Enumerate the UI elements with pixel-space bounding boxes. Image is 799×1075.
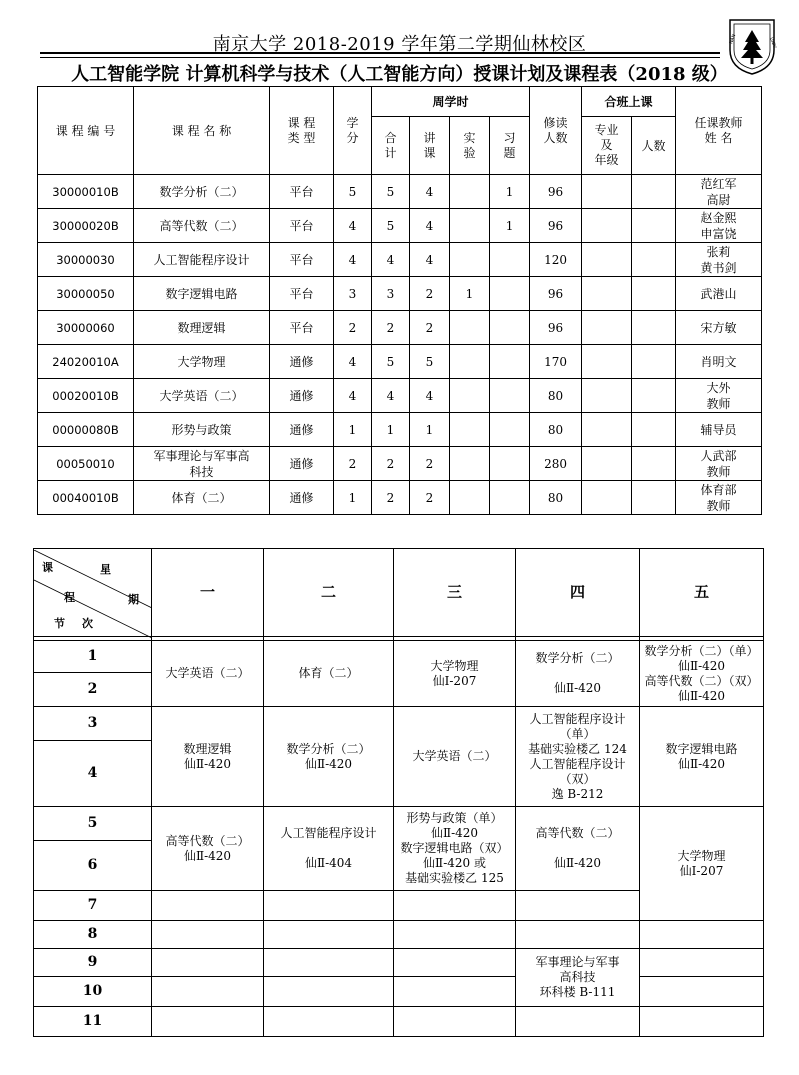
cell-thu-5-6: 高等代数（二） 仙Ⅱ-420 [516, 807, 640, 891]
header-students: 修读 人数 [530, 87, 582, 175]
cell-name: 数理逻辑 [134, 311, 270, 345]
cell-lab [450, 481, 490, 515]
period-5: 5 [34, 807, 152, 841]
cell-lecture: 4 [410, 243, 450, 277]
cell-credit: 2 [334, 447, 372, 481]
cell-mon-3-4: 数理逻辑 仙Ⅱ-420 [152, 707, 264, 807]
cell-exercise: 1 [490, 209, 530, 243]
table-row [38, 379, 762, 413]
cell-thu-7 [516, 891, 640, 921]
cell-name: 数学分析（二） [134, 175, 270, 209]
table-row [38, 277, 762, 311]
cell-code: 30000030 [38, 243, 134, 277]
header-total-hours: 合计 [372, 117, 410, 175]
cell-mon-1-2: 大学英语（二） [152, 641, 264, 707]
header-exercise-hours: 习题 [490, 117, 530, 175]
day-header-tue: 二 [264, 549, 394, 637]
cell-lab [450, 243, 490, 277]
document-subtitle: 人工智能学院 计算机科学与技术（人工智能方向）授课计划及课程表（2018 级） [71, 64, 728, 85]
cell-credit: 3 [334, 277, 372, 311]
header-teacher: 任课教师 姓 名 [676, 87, 762, 175]
cell-lecture: 2 [410, 277, 450, 311]
cell-fri-10 [640, 977, 764, 1007]
cell-thu-9-10: 军事理论与军事 高科技 环科楼 B-111 [516, 949, 640, 1007]
cell-count [632, 311, 676, 345]
cell-type: 通修 [270, 481, 334, 515]
svg-text:NAN: NAN [729, 33, 738, 45]
table-row [38, 311, 762, 345]
cell-teacher: 张莉 黄书剑 [676, 243, 762, 277]
table-row [38, 447, 762, 481]
corner-label-ci: 次 [82, 616, 93, 630]
cell-name: 人工智能程序设计 [134, 243, 270, 277]
cell-teacher: 大外 教师 [676, 379, 762, 413]
cell-credit: 1 [334, 413, 372, 447]
cell-count [632, 447, 676, 481]
cell-type: 平台 [270, 209, 334, 243]
cell-count [632, 413, 676, 447]
cell-students: 96 [530, 311, 582, 345]
table-row [38, 243, 762, 277]
cell-name: 体育（二） [134, 481, 270, 515]
cell-exercise [490, 379, 530, 413]
period-11: 11 [34, 1007, 152, 1037]
cell-tue-9 [264, 949, 394, 977]
cell-tue-5-6: 人工智能程序设计 仙Ⅱ-404 [264, 807, 394, 891]
cell-lab [450, 413, 490, 447]
cell-thu-3-4: 人工智能程序设计 （单） 基础实验楼乙 124 人工智能程序设计 （双） 逸 B-212 [516, 707, 640, 807]
period-1: 1 [34, 641, 152, 673]
cell-fri-3-4: 数字逻辑电路 仙Ⅱ-420 [640, 707, 764, 807]
cell-major [582, 413, 632, 447]
cell-wed-9 [394, 949, 516, 977]
cell-wed-8 [394, 921, 516, 949]
header-lab-hours: 实验 [450, 117, 490, 175]
table-row [38, 481, 762, 515]
cell-teacher: 宋方敏 [676, 311, 762, 345]
cell-lab: 1 [450, 277, 490, 311]
table-row [38, 345, 762, 379]
period-10: 10 [34, 977, 152, 1007]
cell-major [582, 447, 632, 481]
cell-mon-5-6: 高等代数（二） 仙Ⅱ-420 [152, 807, 264, 891]
cell-name: 大学英语（二） [134, 379, 270, 413]
cell-fri-8 [640, 921, 764, 949]
cell-type: 通修 [270, 345, 334, 379]
cell-total: 5 [372, 175, 410, 209]
cell-major [582, 277, 632, 311]
cell-exercise [490, 345, 530, 379]
cell-code: 30000060 [38, 311, 134, 345]
cell-count [632, 277, 676, 311]
cell-total: 2 [372, 447, 410, 481]
cell-major [582, 481, 632, 515]
course-plan-table [37, 86, 762, 515]
cell-credit: 5 [334, 175, 372, 209]
day-header-wed: 三 [394, 549, 516, 637]
corner-label-course: 课 [42, 560, 53, 574]
cell-total: 4 [372, 243, 410, 277]
cell-lecture: 2 [410, 311, 450, 345]
cell-lab [450, 311, 490, 345]
cell-credit: 1 [334, 481, 372, 515]
cell-thu-8 [516, 921, 640, 949]
cell-wed-3-4: 大学英语（二） [394, 707, 516, 807]
cell-total: 3 [372, 277, 410, 311]
period-3: 3 [34, 707, 152, 741]
cell-fri-9 [640, 949, 764, 977]
cell-exercise [490, 413, 530, 447]
cell-code: 00040010B [38, 481, 134, 515]
cell-name: 高等代数（二） [134, 209, 270, 243]
cell-tue-10 [264, 977, 394, 1007]
cell-thu-1-2: 数学分析（二） 仙Ⅱ-420 [516, 641, 640, 707]
table-row [38, 413, 762, 447]
cell-major [582, 175, 632, 209]
cell-total: 2 [372, 481, 410, 515]
cell-teacher: 体育部 教师 [676, 481, 762, 515]
cell-total: 1 [372, 413, 410, 447]
cell-lecture: 4 [410, 175, 450, 209]
cell-exercise [490, 243, 530, 277]
corner-label-jie: 节 [54, 616, 65, 630]
corner-label-week: 星 [100, 562, 111, 576]
period-2: 2 [34, 673, 152, 707]
cell-count [632, 243, 676, 277]
day-header-thu: 四 [516, 549, 640, 637]
cell-type: 平台 [270, 175, 334, 209]
cell-code: 30000010B [38, 175, 134, 209]
cell-major [582, 243, 632, 277]
cell-code: 30000050 [38, 277, 134, 311]
cell-wed-5-6: 形势与政策（单） 仙Ⅱ-420 数字逻辑电路（双） 仙Ⅱ-420 或 基础实验楼乙 125 [394, 807, 516, 891]
cell-type: 通修 [270, 447, 334, 481]
cell-code: 30000020B [38, 209, 134, 243]
schedule-corner-header [34, 549, 152, 637]
cell-mon-10 [152, 977, 264, 1007]
header-course-name: 课 程 名 称 [134, 87, 270, 175]
svg-text:UNIV: UNIV [768, 36, 777, 50]
cell-tue-11 [264, 1007, 394, 1037]
period-4: 4 [34, 741, 152, 807]
weekly-schedule-table [33, 548, 764, 1037]
title-rule-thick [40, 52, 720, 54]
cell-major [582, 209, 632, 243]
cell-count [632, 175, 676, 209]
cell-name: 数字逻辑电路 [134, 277, 270, 311]
cell-lecture: 4 [410, 209, 450, 243]
cell-fri-1-2: 数学分析（二）（单） 仙Ⅱ-420 高等代数（二）（双） 仙Ⅱ-420 [640, 641, 764, 707]
cell-wed-7 [394, 891, 516, 921]
cell-students: 80 [530, 413, 582, 447]
period-7: 7 [34, 891, 152, 921]
cell-tue-3-4: 数学分析（二） 仙Ⅱ-420 [264, 707, 394, 807]
cell-teacher: 范红军 高尉 [676, 175, 762, 209]
header-course-type: 课 程 类 型 [270, 87, 334, 175]
cell-code: 00000080B [38, 413, 134, 447]
cell-credit: 4 [334, 243, 372, 277]
cell-wed-1-2: 大学物理 仙Ⅰ-207 [394, 641, 516, 707]
cell-lecture: 1 [410, 413, 450, 447]
cell-mon-11 [152, 1007, 264, 1037]
cell-mon-7 [152, 891, 264, 921]
period-8: 8 [34, 921, 152, 949]
cell-major [582, 345, 632, 379]
cell-fri-5-7: 大学物理 仙Ⅰ-207 [640, 807, 764, 921]
cell-exercise [490, 311, 530, 345]
cell-credit: 2 [334, 311, 372, 345]
title-rule-thin [40, 57, 720, 58]
cell-lab [450, 209, 490, 243]
cell-teacher: 辅导员 [676, 413, 762, 447]
cell-thu-11 [516, 1007, 640, 1037]
cell-lab [450, 447, 490, 481]
cell-exercise: 1 [490, 175, 530, 209]
cell-lecture: 4 [410, 379, 450, 413]
cell-type: 平台 [270, 277, 334, 311]
cell-code: 00020010B [38, 379, 134, 413]
cell-count [632, 345, 676, 379]
cell-type: 平台 [270, 243, 334, 277]
cell-exercise [490, 277, 530, 311]
table-row [38, 175, 762, 209]
cell-lab [450, 345, 490, 379]
cell-teacher: 人武部 教师 [676, 447, 762, 481]
day-header-fri: 五 [640, 549, 764, 637]
cell-students: 80 [530, 481, 582, 515]
corner-label-qi: 期 [128, 592, 139, 606]
cell-credit: 4 [334, 209, 372, 243]
cell-credit: 4 [334, 345, 372, 379]
period-9: 9 [34, 949, 152, 977]
cell-fri-11 [640, 1007, 764, 1037]
header-lecture-hours: 讲课 [410, 117, 450, 175]
cell-students: 280 [530, 447, 582, 481]
cell-exercise [490, 481, 530, 515]
cell-type: 通修 [270, 413, 334, 447]
day-header-mon: 一 [152, 549, 264, 637]
university-seal-icon [726, 16, 778, 76]
cell-name: 形势与政策 [134, 413, 270, 447]
cell-exercise [490, 447, 530, 481]
cell-mon-8 [152, 921, 264, 949]
cell-students: 96 [530, 175, 582, 209]
cell-count [632, 481, 676, 515]
period-6: 6 [34, 841, 152, 891]
cell-lecture: 2 [410, 447, 450, 481]
header-course-code: 课 程 编 号 [38, 87, 134, 175]
cell-type: 通修 [270, 379, 334, 413]
cell-teacher: 肖明文 [676, 345, 762, 379]
cell-students: 120 [530, 243, 582, 277]
header-major-grade: 专业 及 年级 [582, 117, 632, 175]
cell-students: 80 [530, 379, 582, 413]
cell-mon-9 [152, 949, 264, 977]
cell-code: 00050010 [38, 447, 134, 481]
cell-total: 2 [372, 311, 410, 345]
cell-credit: 4 [334, 379, 372, 413]
cell-code: 24020010A [38, 345, 134, 379]
cell-tue-8 [264, 921, 394, 949]
cell-name: 大学物理 [134, 345, 270, 379]
header-count: 人数 [632, 117, 676, 175]
cell-total: 5 [372, 345, 410, 379]
cell-students: 96 [530, 209, 582, 243]
cell-major [582, 379, 632, 413]
corner-label-cheng: 程 [64, 590, 75, 604]
cell-teacher: 武港山 [676, 277, 762, 311]
cell-tue-1-2: 体育（二） [264, 641, 394, 707]
cell-lecture: 2 [410, 481, 450, 515]
cell-count [632, 209, 676, 243]
cell-major [582, 311, 632, 345]
cell-wed-11 [394, 1007, 516, 1037]
cell-lab [450, 175, 490, 209]
cell-count [632, 379, 676, 413]
table-row [38, 209, 762, 243]
header-credit: 学 分 [334, 87, 372, 175]
cell-students: 170 [530, 345, 582, 379]
cell-lab [450, 379, 490, 413]
cell-tue-7 [264, 891, 394, 921]
cell-total: 5 [372, 209, 410, 243]
document-title: 南京大学 2018-2019 学年第二学期仙林校区 [212, 34, 587, 55]
cell-students: 96 [530, 277, 582, 311]
header-combined-class: 合班上课 [582, 87, 676, 117]
cell-type: 平台 [270, 311, 334, 345]
cell-lecture: 5 [410, 345, 450, 379]
cell-wed-10 [394, 977, 516, 1007]
header-weekly-hours: 周学时 [372, 87, 530, 117]
cell-teacher: 赵金熙 申富饶 [676, 209, 762, 243]
cell-name: 军事理论与军事高 科技 [134, 447, 270, 481]
cell-total: 4 [372, 379, 410, 413]
